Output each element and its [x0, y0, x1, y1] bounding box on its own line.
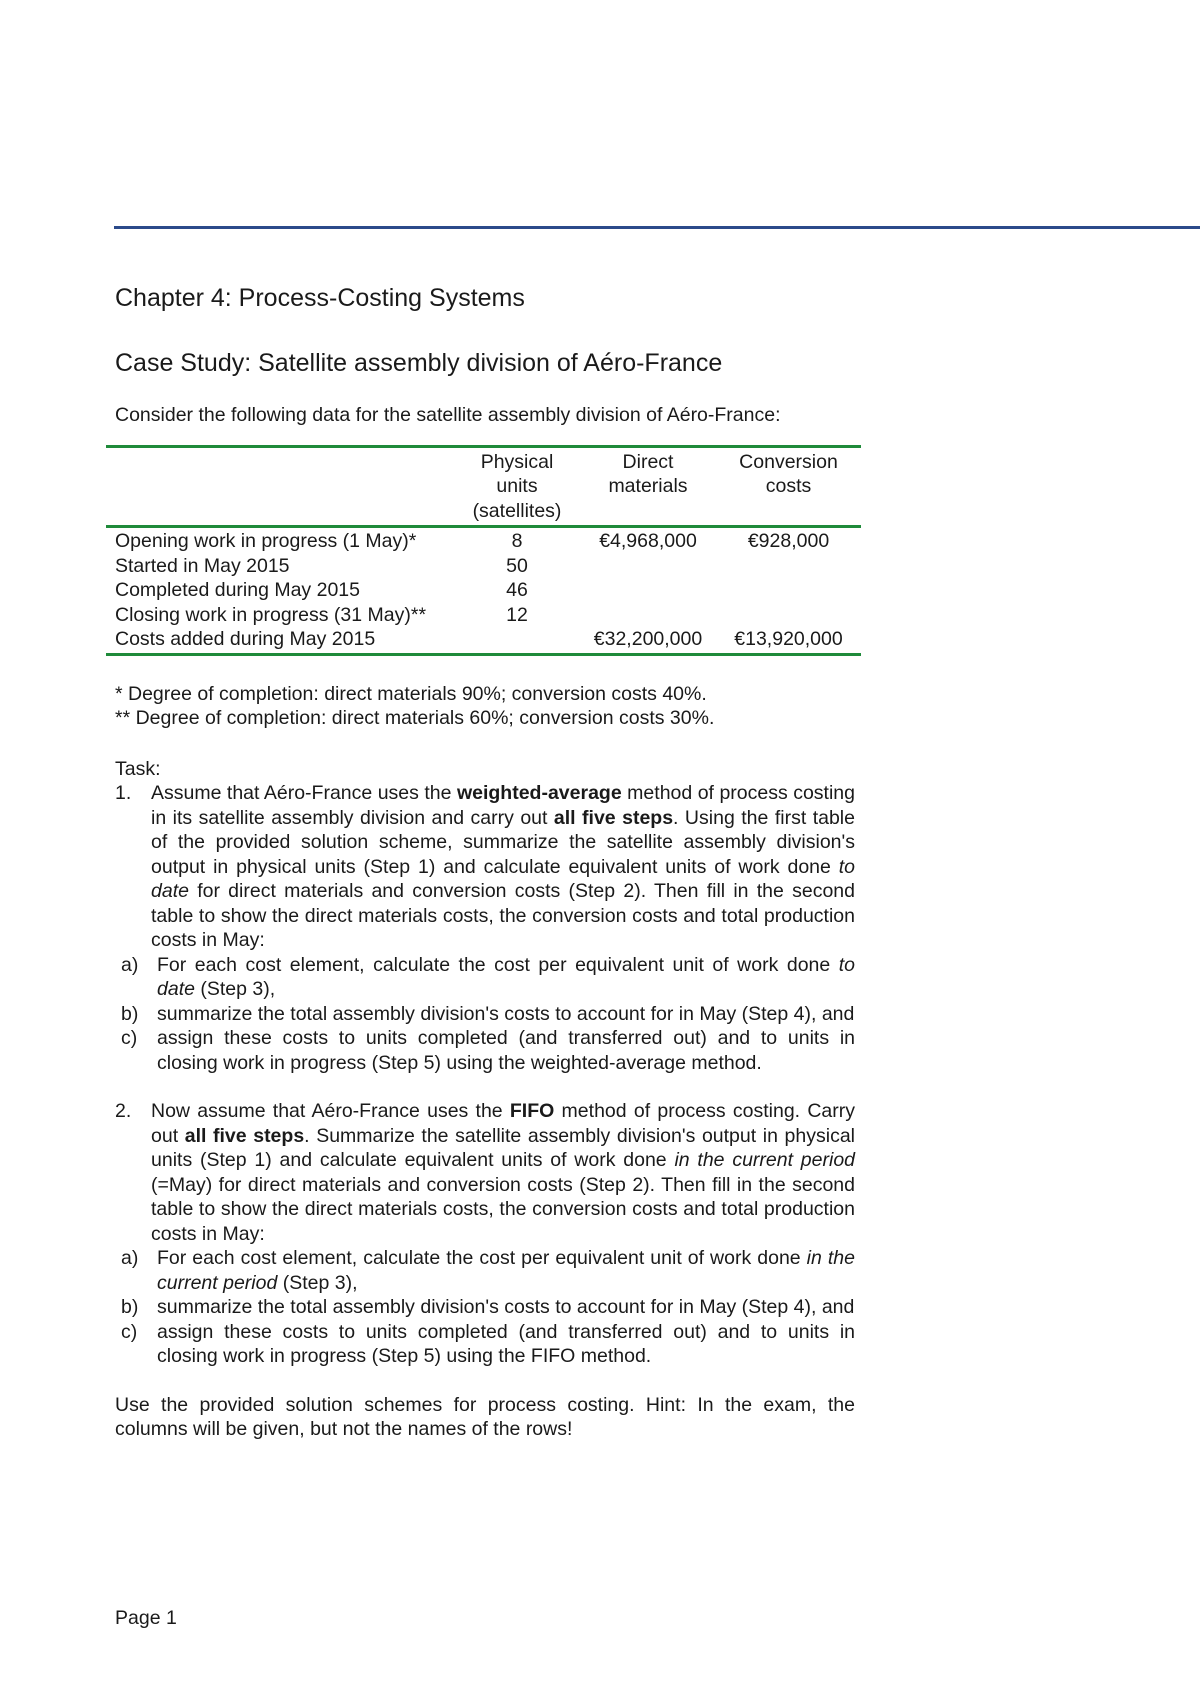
italic-text: in the current period — [157, 1247, 855, 1294]
task-label: Task: — [115, 757, 161, 780]
task-number: 2. — [115, 1100, 132, 1122]
subtask-letter: a) — [121, 1247, 139, 1269]
table-header-conversion-costs: Conversion costs — [739, 450, 838, 497]
text-run: summarize the total assembly division's costs to account for in May (Step 4), and — [157, 1002, 855, 1025]
physical-units-cell: 8 — [511, 530, 523, 552]
text-run: Now assume that Aéro-France uses the — [151, 1100, 510, 1122]
physical-units-cell: 12 — [506, 603, 528, 626]
italic-text: to date — [151, 855, 855, 902]
text-run: method of process costing in its satellite assembly division and carry out — [151, 782, 855, 829]
subtask-item — [115, 1026, 855, 1075]
case-study-title: Case Study: Satellite assembly division of Aéro-France — [115, 349, 723, 377]
text-run: For each cost element, calculate the cost per equivalent unit of work done — [157, 1247, 807, 1269]
document-body — [115, 283, 855, 1442]
text-run: for direct materials and conversion costs (Step 2). Then fill in the second table to show the direct materials costs, the conversion costs and total production costs in May: — [151, 880, 855, 951]
text-run: method of process costing. Carry out — [151, 1100, 855, 1147]
table-header-direct-materials: Direct materials — [608, 450, 688, 497]
data-table — [106, 445, 861, 656]
task-text — [151, 1099, 855, 1246]
physical-units-cell: 46 — [506, 579, 528, 601]
conversion-costs-cell: €928,000 — [747, 530, 830, 552]
italic-text: in the current period — [674, 1149, 856, 1171]
conversion-costs-cell: €13,920,000 — [734, 628, 843, 650]
task-number: 1. — [115, 782, 132, 804]
task-item — [115, 1099, 855, 1369]
chapter-title: Chapter 4: Process-Costing Systems — [115, 284, 525, 312]
subtask-letter: a) — [121, 953, 139, 976]
text-run: For each cost element, calculate the cost per equivalent unit of work done — [157, 953, 839, 976]
table-row — [106, 527, 861, 554]
table-row — [106, 554, 861, 579]
text-run: assign these costs to units completed (and transferred out) and to units in closing work in progress (Step 5) using the FIFO method. — [157, 1320, 855, 1367]
subtask-item — [115, 1295, 855, 1320]
row-label: Closing work in progress (31 May)** — [115, 603, 427, 626]
conversion-costs-cell — [716, 578, 861, 603]
subtask-item — [115, 1002, 855, 1027]
intro-paragraph: Consider the following data for the satellite assembly division of Aéro-France: — [115, 404, 781, 426]
direct-materials-cell: €4,968,000 — [599, 530, 697, 552]
table-header-row — [106, 446, 861, 527]
conversion-costs-cell — [716, 554, 861, 579]
subtask-item — [115, 1320, 855, 1369]
row-label: Opening work in progress (1 May)* — [115, 530, 417, 552]
bold-text: all five steps — [553, 806, 674, 829]
physical-units-cell: 50 — [506, 554, 528, 577]
text-run: (Step 3), — [277, 1271, 358, 1294]
italic-text: to date — [157, 953, 855, 1000]
text-run: (Step 3), — [194, 978, 276, 1000]
header-rule — [114, 226, 1200, 229]
physical-units-cell — [454, 627, 580, 654]
text-run: (=May) for direct materials and conversion costs (Step 2). Then fill in the second table to show the direct materials costs, the conversion costs and total production costs in May: — [151, 1173, 855, 1245]
subtask-item — [115, 1246, 855, 1295]
direct-materials-cell — [580, 578, 716, 603]
subtask-letter: b) — [121, 1296, 139, 1318]
table-row — [106, 627, 861, 654]
page-number: Page 1 — [115, 1607, 177, 1629]
footnotes — [115, 682, 855, 731]
subtask-item — [115, 953, 855, 1002]
text-run: . Using the first table of the provided solution scheme, summarize the satellite assembly division's output in physical units (Step 1) and calculate equivalent units of work done — [151, 806, 855, 878]
subtask-letter: c) — [121, 1320, 138, 1343]
direct-materials-cell: €32,200,000 — [593, 628, 703, 650]
table-row — [106, 578, 861, 603]
subtask-letter: c) — [121, 1027, 138, 1049]
footnote-closing-wip: ** Degree of completion: direct materials 60%; conversion costs 30%. — [115, 707, 715, 729]
task-text — [151, 781, 855, 953]
footnote-opening-wip: * Degree of completion: direct materials 90%; conversion costs 40%. — [115, 682, 707, 705]
task-list — [115, 781, 855, 1369]
closing-paragraph: Use the provided solution schemes for process costing. Hint: In the exam, the columns will be given, but not the names of the rows! — [115, 1393, 855, 1440]
text-run: . Summarize the satellite assembly division's output in physical units (Step 1) and calculate equivalent units of work done — [151, 1124, 856, 1171]
bold-text: all five steps — [184, 1124, 305, 1147]
text-run: assign these costs to units completed (and transferred out) and to units in closing work in progress (Step 5) using the weighted-average method. — [157, 1027, 855, 1074]
text-run: Assume that Aéro-France uses the — [151, 782, 457, 804]
row-label: Started in May 2015 — [115, 554, 290, 577]
bold-text: FIFO — [509, 1100, 555, 1122]
task-item — [115, 781, 855, 1075]
subtask-letter: b) — [121, 1002, 139, 1025]
table-header-label — [106, 446, 454, 527]
direct-materials-cell — [580, 603, 716, 628]
conversion-costs-cell — [716, 603, 861, 628]
table-row — [106, 603, 861, 628]
text-run: summarize the total assembly division's costs to account for in May (Step 4), and — [157, 1296, 855, 1318]
row-label: Completed during May 2015 — [115, 579, 360, 601]
row-label: Costs added during May 2015 — [115, 628, 376, 650]
direct-materials-cell — [580, 554, 716, 579]
bold-text: weighted-average — [456, 782, 622, 804]
table-header-physical-units: Physical units (satellites) — [472, 450, 562, 522]
